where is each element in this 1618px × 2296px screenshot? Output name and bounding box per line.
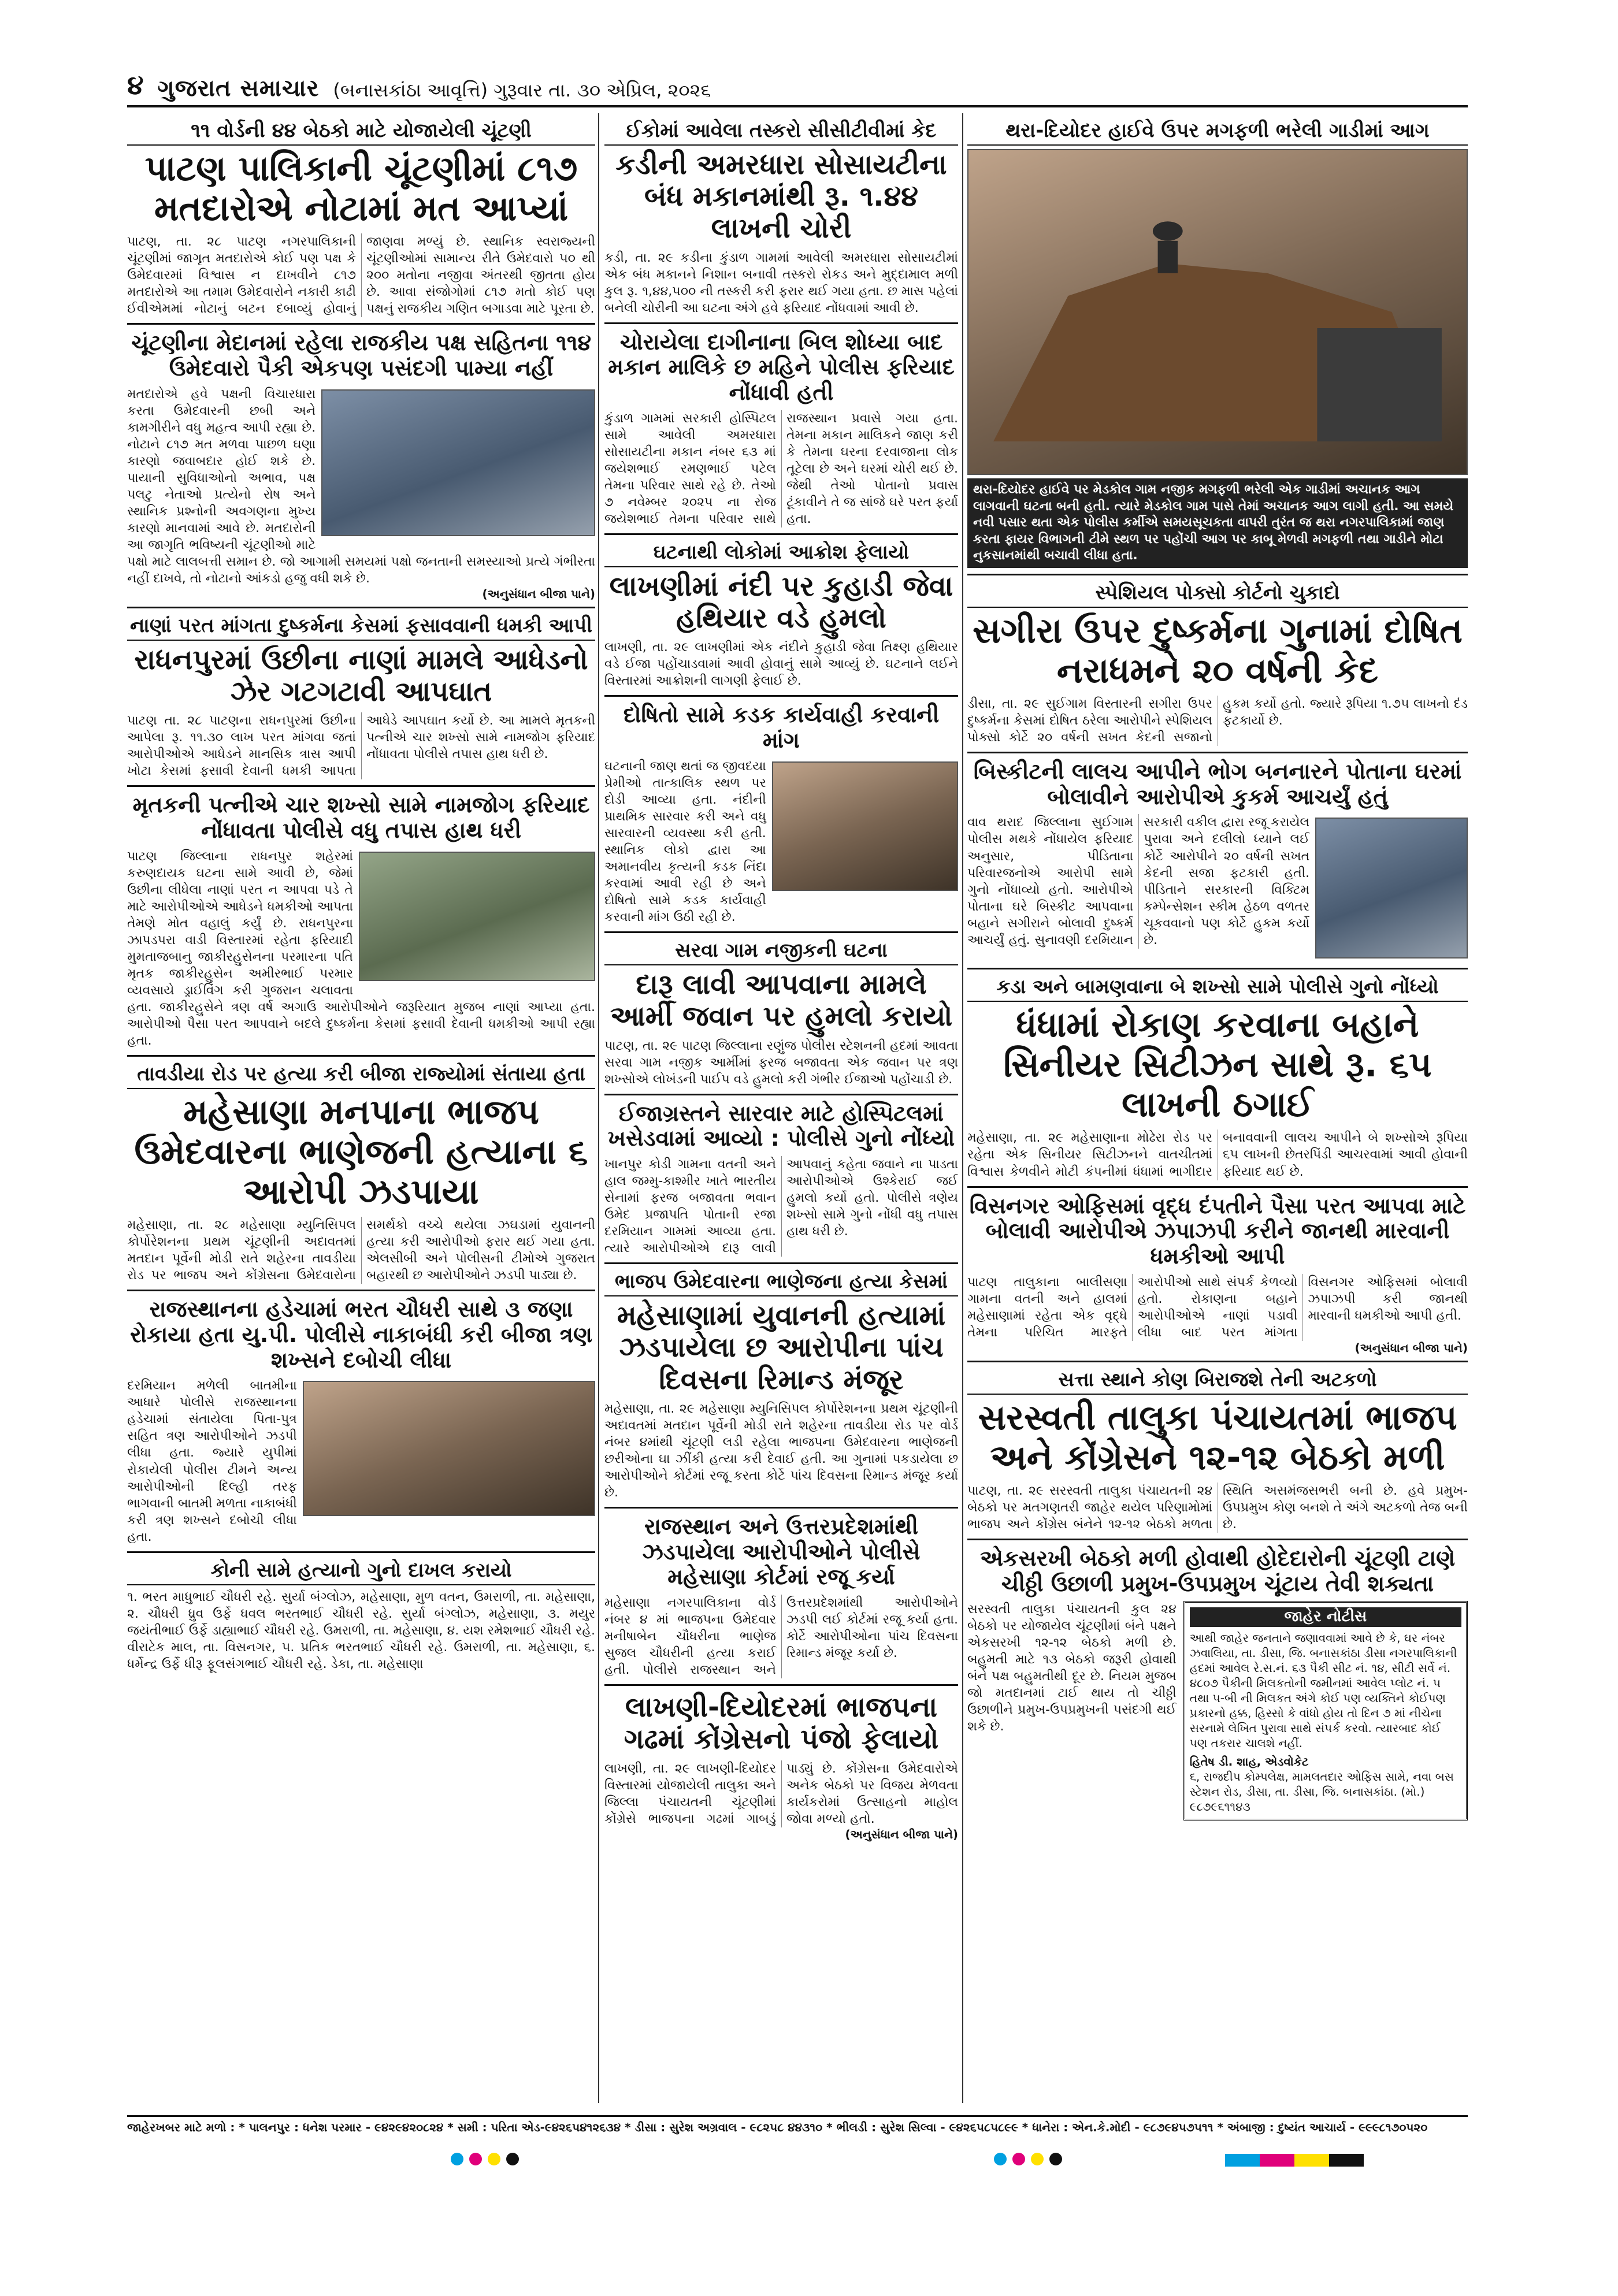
- story-body: પાટણ તાલુકાના બાલીસણા ગામના વતની અને હાલમાં મહેસાણામાં રહેતા એક વૃદ્ધે તેમના પરિચિત મારફતે આરોપીઓ સાથે સંપર્ક કેળવ્યો હતો. રોકાણના બહાને આરોપીઓએ નાણાં પડાવી લીધા બાદ પરત માંગતા વિસનગર ઓફિસમાં બોલાવી ઝપાઝપી કરી જાનથી મારવાની ધમકીઓ આપી હતી.: [967, 1275, 1468, 1340]
- column-rule: [962, 113, 963, 2103]
- continued-note: (અનુસંધાન બીજા પાને): [845, 1827, 958, 1841]
- column-left: [127, 113, 595, 2103]
- column-middle: [604, 113, 958, 2103]
- story-kicker: ભાજપ ઉમેદવારના ભાણેજના હત્યા કેસમાં: [604, 1268, 958, 1296]
- story-visnagar-threat: [967, 1188, 1468, 1362]
- reg-dot-cyan: [451, 2153, 463, 2165]
- story-body: વાવ થરાદ જિલ્લાના સુઈગામ પોલીસ મથકે નોંધાયેલ ફરિયાદ અનુસાર, પીડિતાના પરિવારજનોએ આરોપી સામે ગુનો નોંધાવ્યો હતો. આરોપીએ પોતાના ઘરે બિસ્કીટ આપવાના બહાને સગીરાને બોલાવી દુષ્કર્મ આચર્યું હતું. સુનાવણી દરમિયાન સરકારી વકીલ દ્વારા રજૂ કરાયેલ પુરાવા અને દલીલો ધ્યાને લઈ કોર્ટે આરોપીને ૨૦ વર્ષની સખત કેદની સજા ફટકારી હતી. પીડિતાને સરકારની વિક્ટિમ કમ્પેન્સેશન સ્કીમ હેઠળ વળતર ચૂકવવાનો પણ કોર્ટે હુકમ કર્યો છે.: [967, 815, 1310, 948]
- story-body: મહેસાણા, તા. ૨૯ મહેસાણા મ્યુનિસિપલ કોર્પોરેશનના પ્રથમ ચૂંટણીની અદાવતમાં મતદાન પૂર્વેની મોડી રાતે શહેરના તાવડીયા રોડ પર વોર્ડ નંબર ૪માંથી ચૂંટણી લડી રહેલા ભાજપના ઉમેદવારના ભાણેજની છરીઓના ઘા ઝીંકી હત્યા કરી દેવાઈ હતી. આ ગુનામાં પકડાયેલા છ આરોપીઓને કોર્ટમાં રજૂ કરતા કોર્ટે પાંચ દિવસના રિમાન્ડ મંજૂર કર્યા છે.: [604, 1401, 958, 1500]
- story-kicker: સ્પેશિયલ પોક્સો કોર્ટનો ચુકાદો: [967, 579, 1468, 608]
- story-headline: ઈજાગ્રસ્તને સારવાર માટે હોસ્પિટલમાં ખસેડવામાં આવ્યો : પોલીસે ગુનો નોંધ્યો: [607, 1100, 955, 1151]
- masthead: [127, 64, 1468, 107]
- story-headline: રાજસ્થાનના હડેચામાં ભરત ચૌધરી સાથે ૩ જણા રોકાયા હતા યુ.પી. પોલીસે નાકાબંધી કરી બીજા ત્રણ શખ્સને દબોચી લીધા: [129, 1296, 593, 1373]
- story-body: મહેસાણા, તા. ૨૯ મહેસાણાના મોઢેરા રોડ પર રહેતા એક સિનીયર સિટીઝનને વાતચીતમાં વિશ્વાસ કેળવીને મોટી કંપનીમાં ધંધામાં ભાગીદાર બનાવવાની લાલચ આપીને બે શખ્સોએ રૂપિયા ૬૫ લાખની છેતરપિંડી આચરવામાં આવી હોવાની ફરિયાદ થઈ છે.: [967, 1131, 1468, 1179]
- story-headline: રાધનપુરમાં ઉછીના નાણાં મામલે આધેડનો ઝેર ગટગટાવી આપઘાત: [134, 643, 588, 708]
- story-body: લાખણી, તા. ૨૯ લાખણીમાં એક નંદીને કુહાડી જેવા તિક્ષ્ણ હથિયાર વડે ઈજા પહોંચાડવામાં આવી હોવાનું સામે આવ્યું છે. ઘટનાને લઈને વિસ્તારમાં આક્રોશની લાગણી ફેલાઈ છે.: [604, 640, 958, 689]
- story-remand: [604, 1264, 958, 1509]
- story-body: કુંડાળ ગામમાં સરકારી હોસ્પિટલ સામે આવેલી અમરધારા સોસાયટીના મકાન નંબર ૬૩ માં જયેશભાઈ રમણભાઈ પટેલ તેમના પરિવાર સાથે રહે છે. તેઓ ૭ નવેમ્બર ૨૦૨૫ ના રોજ જયેશભાઈ તેમના પરિવાર સાથે રાજસ્થાન પ્રવાસે ગયા હતા. તેમના મકાન માલિકને જાણ કરી કે તેમના ઘરના દરવાજાના લોક તૂટેલા છે અને ઘરમાં ચોરી થઈ છે. જેથી તેઓ પોતાનો પ્રવાસ ટૂંકાવીને તે જ સાંજે ઘરે પરત ફર્યા હતા.: [604, 411, 958, 526]
- photo-illustration: [968, 150, 1467, 474]
- story-body: લાખણી, તા. ૨૯ લાખણી-દિયોદર વિસ્તારમાં યોજાયેલી તાલુકા અને જિલ્લા પંચાયતની ચૂંટણીમાં કોંગ્રેસે ભાજપના ગઢમાં ગાબડું પાડ્યું છે. કોંગ્રેસના ઉમેદવારોએ અનેક બેઠકો પર વિજય મેળવતા કાર્યકરોમાં ઉત્સાહનો માહોલ જોવા મળ્યો હતો.: [604, 1761, 958, 1826]
- story-kicker: તાવડીયા રોડ પર હત્યા કરી બીજા રાજ્યોમાં સંતાયા હતા: [127, 1060, 595, 1089]
- story-wife-complaint: [127, 787, 595, 1057]
- story-body: ઘટનાની જાણ થતાં જ જીવદયા પ્રેમીઓ તાત્કાલિક સ્થળ પર દોડી આવ્યા હતા. નંદીની પ્રાથમિક સારવાર કરી અને વધુ સારવારની વ્યવસ્થા કરી હતી. સ્થાનિક લોકો દ્વારા આ અમાનવીય કૃત્યની કડક નિંદા કરવામાં આવી રહી છે અને દોષિતો સામે કડક કાર્યવાહી કરવાની માંગ ઉઠી રહી છે.: [604, 759, 766, 925]
- story-body: મતદારોએ હવે પક્ષની વિચારધારા કરતા ઉમેદવારની છબી અને કામગીરીને વધુ મહત્વ આપી રહ્યા છે. નોટાને ૮૧૭ મત મળવા પાછળ ઘણા કારણો જવાબદાર હોઈ શકે છે. પાયાની સુવિધાઓનો અભાવ, પક્ષ પલટુ નેતાઓ પ્રત્યેનો રોષ અને સ્થાનિક પ્રશ્નોની અવગણના મુખ્ય કારણો માનવામાં આવે છે. મતદારોની આ જાગૃતિ ભવિષ્યની ચૂંટણીઓ માટે પક્ષો માટે લાલબત્તી સમાન છે. જો આગામી સમયમાં પક્ષો જનતાની સમસ્યાઓ પ્રત્યે ગંભીરતા નહીં દાખવે, તો નોટાનો આંકડો હજુ વધી શકે છે.: [127, 387, 595, 586]
- story-headline: રાજસ્થાન અને ઉત્તરપ્રદેશમાંથી ઝડપાયેલા આરોપીઓને પોલીસે મહેસાણા કોર્ટમાં રજૂ કર્યા: [642, 1513, 921, 1590]
- story-headline: મહેસાણામાં યુવાનની હત્યામાં ઝડપાયેલા છ આરોપીના પાંચ દિવસના રિમાન્ડ મંજૂર: [617, 1299, 946, 1396]
- notice-title: જાહેર નોટીસ: [1190, 1607, 1461, 1627]
- story-kicker: થરા-દિયોદર હાઈવે ઉપર મગફળી ભરેલી ગાડીમાં આગ: [967, 117, 1468, 146]
- color-bar-yellow: [1294, 2154, 1329, 2167]
- story-army-jawan-attack: [604, 933, 958, 1095]
- story-body: પાટણ, તા. ૨૯ પાટણ જિલ્લાના રણુંજ પોલીસ સ્ટેશનની હદમાં આવતા સરવા ગામ નજીક આર્મીમાં ફરજ બજાવતા એક જવાન પર ત્રણ શખ્સોએ લોખંડની પાઈપ વડે હુમલો કરી ગંભીર ઈજાઓ પહોંચાડી છે.: [604, 1038, 958, 1087]
- color-bar-magenta: [1260, 2154, 1294, 2167]
- story-lakhani-bull: [604, 535, 958, 697]
- story-headline: દોષિતો સામે કડક કાર્યવાહી કરવાની માંગ: [623, 702, 940, 753]
- story-biscuit-lure: [967, 753, 1468, 969]
- reg-dot-black: [1049, 2153, 1062, 2165]
- story-kicker: ઘટનાથી લોકોમાં આક્રોશ ફેલાયો: [604, 538, 958, 567]
- story-kicker: સત્તા સ્થાને કોણ બિરાજશે તેની અટકળો: [967, 1366, 1468, 1395]
- newspaper-page: [127, 64, 1468, 2167]
- story-mehsana-murder-arrest: [127, 1057, 595, 1291]
- photo-injured-bull: [772, 761, 958, 891]
- color-bar-black: [1329, 2154, 1364, 2167]
- column-right: [967, 113, 1468, 2103]
- page-number: ૪: [127, 69, 144, 101]
- continued-note: (અનુસંધાન બીજા પાને): [1354, 1340, 1468, 1355]
- story-strict-action: [604, 697, 958, 933]
- registration-marks: [451, 2153, 519, 2167]
- photo-poison-bottle: [359, 852, 595, 981]
- reg-dot-cyan: [994, 2153, 1007, 2165]
- story-jawan-hospital: [604, 1095, 958, 1265]
- notice-signature: હિતેષ ડી. શાહ, એડવોકેટ: [1189, 1754, 1309, 1769]
- story-nota-candidates: [127, 325, 595, 608]
- story-body: દરમિયાન મળેલી બાતમીના આધારે પોલીસે રાજસ્થાનના હડેચામાં સંતાયેલા પિતા-પુત્ર સહિત ત્રણ આરોપીઓને ઝડપી લીધા હતા. જ્યારે યુપીમાં રોકાયેલી પોલીસ ટીમને અન્ય આરોપીઓની દિલ્હી તરફ ભાગવાની બાતમી મળતા નાકાબંધી કરી ત્રણ શખ્સને દબોચી લીધા હતા.: [127, 1379, 297, 1544]
- story-body: ખાનપુર કોડી ગામના વતની અને હાલ જમ્મુ-કાશ્મીર ખાતે ભારતીય સેનામાં ફરજ બજાવતા ભવાન ઉમેદ પ્રજાપતિ પોતાની રજા દરમિયાન ગામમાં આવ્યા હતા. ત્યારે આરોપીઓએ દારૂ લાવી આપવાનું કહેતા જવાને ના પાડતા આરોપીઓએ ઉશ્કેરાઈ જઈ હુમલો કર્યો હતો. પોલીસે ત્રણેય શખ્સો સામે ગુનો નોંધી વધુ તપાસ હાથ ધરી છે.: [604, 1157, 958, 1256]
- color-bars: [1225, 2154, 1364, 2167]
- story-senior-fraud: [967, 969, 1468, 1187]
- public-notice: [1183, 1601, 1468, 1821]
- story-headline: મહેસાણા મનપાના ભાજપ ઉમેદવારના ભાણેજની હત્યાના ૬ આરોપી ઝડપાયા: [134, 1092, 588, 1213]
- story-kicker: કડા અને બામણવાના બે શખ્સો સામે પોલીસે ગુનો નોંધ્યો: [967, 973, 1468, 1002]
- notice-body: આથી જાહેર જનતાને જણાવવામાં આવે છે કે, ઘર નંબર ઝવાલિયા, તા. ડીસા, જિ. બનાસકાંઠા ડીસા નગરપાલિકાની હદમાં આવેલ રે.સ.નં. ૬૩ પૈકી સીટ નં. ૧૪, સીટી સર્વે નં. ૪૮૦૭ પૈકીની મિલકતોની જમીનમાં આવેલ પ્લોટ નં. ૫ તથા ૫-બી ની મિલકત અંગે કોઈ પણ વ્યક્તિને કોઈપણ પ્રકારનો હક્ક, હિસ્સો કે વાંધો હોય તો દિન ૭ માં નીચેના સરનામે લેખિત પુરાવા સાથે સંપર્ક કરવો. ત્યારબાદ કોઈ પણ તકરાર ચાલશે નહીં.: [1189, 1630, 1457, 1750]
- story-headline: લાખણી-દિયોદરમાં ભાજપના ગઢમાં કોંગ્રેસનો પંજો ફેલાયો: [624, 1691, 939, 1756]
- story-truck-fire: [967, 113, 1468, 575]
- story-saraswati-panchayat: [967, 1362, 1468, 1540]
- column-rule: [598, 113, 599, 2103]
- story-headline: સરસ્વતી તાલુકા પંચાયતમાં ભાજપ અને કોંગ્રેસને ૧૨-૧૨ બેઠકો મળી: [978, 1397, 1457, 1478]
- story-radhanpur-suicide: [127, 608, 595, 787]
- color-bar-cyan: [1225, 2154, 1260, 2167]
- notice-address: ૬, રાજદીપ કોમ્પલેક્ષ, મામલતદાર ઓફિસ સામે, નવા બસ સ્ટેશન રોડ, ડીસા, તા. ડીસા, જિ. બનાસકાંઠા. (મો.) ૯૮૭૯૬૧૧૪૩: [1189, 1769, 1454, 1814]
- story-rajasthan-up-arrest: [127, 1291, 595, 1552]
- story-kicker: ઈકોમાં આવેલા તસ્કરો સીસીટીવીમાં કેદ: [604, 117, 958, 146]
- edition-date: (બનાસકાંઠા આવૃત્તિ) ગુરૂવાર તા. ૩૦ એપ્રિલ, ૨૦૨૬: [333, 79, 711, 101]
- story-headline: એકસરખી બેઠકો મળી હોવાથી હોદેદારોની ચૂંટણી ટાણે ચીઠ્ઠી ઉછાળી પ્રમુખ-ઉપપ્રમુખ ચૂંટાય તેવી શક્યતા: [979, 1545, 1456, 1596]
- ad-contact-footer: જાહેરખબર માટે મળો : * પાલનપુર : ધનેશ પરમાર - ૯૪૨૯૪૨૦૮૨૪ * સમી : પરિતા એડ-૯૪૨૬૫૪૧૨૬૩૪ * ડીસા : સુરેશ અગ્રવાલ - ૯૮૨૫૮ ૪૪૩૧૦ * ભીલડી : સુરેશ સિલ્વા - ૯૪૨૬૫૮૫૮૯૯ * ધાનેરા : એન.કે.મોદી - ૯૮૭૯૪૫૭૫૧૧ * અંબાજી : દુષ્યંત આચાર્ય - ૯૯૯૮૧૭૦૫૨૦: [127, 2115, 1468, 2143]
- story-kicker: કોની સામે હત્યાનો ગુનો દાખલ કરાયો: [127, 1556, 595, 1585]
- photo-accused-group: [303, 1381, 595, 1516]
- photo-convict-portrait: [1315, 818, 1468, 958]
- story-body: ૧. ભરત માધુભાઈ ચૌધરી રહે. સુર્યા બંગ્લોઝ, મહેસાણા, મુળ વતન, ઉમરાળી, તા. મહેસાણા, ૨. ચૌધરી ધ્રુવ ઉર્ફે ધવલ ભરતભાઈ ચૌધરી રહે. સુર્યા બંગ્લોઝ, મહેસાણા, ૩. મયુર જયંતીભાઈ ઉર્ફે ડાહ્યાભાઈ ચૌધરી રહે. ઉમરાળી, તા. મહેસાણા, ૪. યશ રમેશભાઈ ચૌધરી રહે. વીરાટેક માલ, તા. વિસનગર, ૫. પ્રતિક ભરતભાઈ ચૌધરી રહે. ઉમરાળી, તા. મહેસાણા, ૬. ધર્મેન્દ્ર ઉર્ફે ધીરૂ ફૂલસંગભાઈ ચૌધરી રહે. ડેકા, તા. મહેસાણા: [127, 1589, 595, 1671]
- story-pocso-verdict: [967, 575, 1468, 753]
- story-kadi-theft: [604, 113, 958, 324]
- story-headline: ચૂંટણીના મેદાનમાં રહેલા રાજકીય પક્ષ સહિતના ૧૧૪ ઉમેદવારો પૈકી એકપણ પસંદગી પામ્યા નહીં: [131, 330, 592, 381]
- story-body: પાટણ, તા. ૨૮ પાટણ નગરપાલિકાની ચૂંટણીમાં જાગૃત મતદારોએ કોઈ પણ પક્ષ કે ઉમેદવારમાં વિશ્વાસ ન દાખવીને ૮૧૭ મતદારોએ આ તમામ ઉમેદવારોને નકારી કાઢી ઈવીએમમાં નોટાનું બટન દબાવ્યું હોવાનું જાણવા મળ્યું છે. સ્થાનિક સ્વરાજ્યની ચૂંટણીઓમાં સામાન્ય રીતે ઉમેદવારો ૫૦ થી ૨૦૦ મતોના નજીવા અંતરથી જીતતા હોય છે. આવા સંજોગોમાં ૮૧૭ મતો કોઈ પણ પક્ષનું રાજકીય ગણિત બગાડવા માટે પૂરતા છે.: [127, 235, 595, 317]
- story-headline: દારૂ લાવી આપવાના મામલે આર્મી જવાન પર હુમલો કરાયો: [610, 968, 953, 1033]
- reg-dot-magenta: [469, 2153, 482, 2165]
- story-headline: ધંધામાં રોકાણ કરવાના બહાને સિનીયર સિટીઝન સાથે રૂ. ૬૫ લાખની ઠગાઈ: [1003, 1005, 1432, 1125]
- story-court-produce: [604, 1509, 958, 1686]
- reg-dot-yellow: [1031, 2153, 1044, 2165]
- story-headline: ચોરાયેલા દાગીનાના બિલ શોધ્યા બાદ મકાન માલિકે છ મહિને પોલીસ ફરિયાદ નોંધાવી હતી: [608, 329, 955, 406]
- registration-marks: [994, 2153, 1062, 2167]
- reg-dot-magenta: [1012, 2153, 1025, 2165]
- photo-evm-counting: [321, 389, 595, 536]
- photo-groundnut-truck-fire: [967, 149, 1468, 475]
- story-body: પાટણ જિલ્લાના રાધનપુર શહેરમાં કરુણદાયક ઘટના સામે આવી છે, જેમાં ઉછીના લીધેલા નાણાં પરત ન આપવા પડે તે માટે આરોપીઓએ આધેડને ધમકીઓ આપતા તેમણે મોત વહાલું કર્યું છે. રાધનપુરના ઝાપડપરા વાડી વિસ્તારમાં રહેતા ફરિયાદી મુમતાજબાનુ જાકીરહુસેનના પરમારના પતિ મૃતક જાકીરહુસેન અમીરભાઈ પરમાર વ્યવસાયે ડ્રાઈવિંગ કરી ગુજરાન ચલાવતા હતા. જાકીરહુસેને ત્રણ વર્ષ અગાઉ આરોપીઓને જરૂરિયાત મુજબ નાણાં આપ્યા હતા. આરોપીઓ પૈસા પરત આપવાને બદલે દુષ્કર્મના કેસમાં ફસાવી દેવાની ધમકીઓ આપી રહ્યા હતા.: [127, 849, 595, 1049]
- story-lakhani-congress: [604, 1686, 958, 1847]
- story-accused-list: [127, 1553, 595, 1678]
- story-body: કડી, તા. ૨૯ કડીના કુંડાળ ગામમાં આવેલી અમરધારા સોસાયટીમાં એક બંધ મકાનને નિશાન બનાવી તસ્કરો રોકડ અને મુદ્દામાલ મળી કુલ રૂ. ૧,૪૪,૫૦૦ ની તસ્કરી કરી ફરાર થઈ ગયા હતા. છ માસ પહેલાં બનેલી ચોરીની આ ઘટના અંગે હવે ફરિયાદ નોંધવામાં આવી છે.: [604, 250, 958, 315]
- story-theft-complaint: [604, 324, 958, 535]
- story-body: પાટણ, તા. ૨૯ સરસ્વતી તાલુકા પંચાયતની ૨૪ બેઠકો પર મતગણતરી જાહેર થયેલ પરિણામોમાં ભાજપ અને કોંગ્રેસ બંનેને ૧૨-૧૨ બેઠકો મળતા સ્થિતિ અસમંજસભરી બની છે. હવે પ્રમુખ-ઉપપ્રમુખ કોણ બનશે તે અંગે અટકળો તેજ બની છે.: [967, 1483, 1468, 1532]
- story-body: સરસ્વતી તાલુકા પંચાયતની કુલ ૨૪ બેઠકો પર યોજાયેલ ચૂંટણીમાં બંને પક્ષને એકસરખી ૧૨-૧૨ બેઠકો મળી છે. બહુમતી માટે ૧૩ બેઠકો જરૂરી હોવાથી બંને પક્ષ બહુમતીથી દૂર છે. નિયમ મુજબ જો મતદાનમાં ટાઈ થાય તો ચીઠ્ઠી ઉછાળીને પ્રમુખ-ઉપપ્રમુખની પસંદગી થઈ શકે છે.: [967, 1602, 1177, 1734]
- story-body: પાટણ તા. ૨૮ પાટણના રાધનપુરમાં ઉછીના આપેલા રૂ. ૧૧.૩૦ લાખ પરત માંગવા જતાં આરોપીઓએ આધેડને માનસિક ત્રાસ આપી ખોટા કેસમાં ફસાવી દેવાની ધમકી આપતા આધેડે આપઘાત કર્યો છે. આ મામલે મૃતકની પત્નીએ ચાર શખ્સો સામે નામજોગ ફરિયાદ નોંધાવતા પોલીસે તપાસ હાથ ધરી છે.: [127, 714, 595, 779]
- story-headline: બિસ્કીટની લાલચ આપીને ભોગ બનનારને પોતાના ઘરમાં બોલાવીને આરોપીએ કુકર્મ આચર્યું હતું: [973, 759, 1462, 809]
- story-kicker: ૧૧ વોર્ડની ૪૪ બેઠકો માટે યોજાયેલી ચૂંટણી: [127, 117, 595, 146]
- reg-dot-black: [506, 2153, 519, 2165]
- story-lottery-chance: [967, 1540, 1468, 1826]
- story-body: મહેસાણા નગરપાલિકાના વોર્ડ નંબર ૪ માં ભાજપના ઉમેદવાર મનીષાબેન ચૌધરીના ભાણેજ સુજલ ચૌધરીની હત્યા કરાઈ હતી. પોલીસે રાજસ્થાન અને ઉત્તરપ્રદેશમાંથી આરોપીઓને ઝડપી લઈ કોર્ટમાં રજૂ કર્યા હતા. કોર્ટે આરોપીઓના પાંચ દિવસના રિમાન્ડ મંજૂર કર્યા છે.: [604, 1595, 958, 1678]
- story-kicker: નાણાં પરત માંગતા દુષ્કર્મના કેસમાં ફસાવવાની ધમકી આપી: [127, 612, 595, 641]
- story-body: ડીસા, તા. ૨૯ સુઈગામ વિસ્તારની સગીરા ઉપર દુષ્કર્મના કેસમાં દોષિત ઠરેલા આરોપીને સ્પેશિયલ પોક્સો કોર્ટે ૨૦ વર્ષની સખત કેદની સજાનો હુકમ કર્યો હતો. જ્યારે રૂપિયા ૧.૭૫ લાખનો દંડ ફટકાર્યો છે.: [967, 696, 1468, 745]
- brand-name: ગુજરાત સમાચાર: [157, 75, 320, 102]
- story-headline: સગીરા ઉપર દુષ્કર્મના ગુનામાં દોષિત નરાધમને ૨૦ વર્ષની કેદ: [973, 610, 1463, 691]
- story-headline: મૃતકની પત્નીએ ચાર શખ્સો સામે નામજોગ ફરિયાદ નોંધાવતા પોલીસે વધુ તપાસ હાથ ધરી: [132, 792, 590, 844]
- story-headline: વિસનગર ઓફિસમાં વૃદ્ધ દંપતીને પૈસા પરત આપવા માટે બોલાવી આરોપીએ ઝપાઝપી કરીને જાનથી મારવાની ધમકીઓ આપી: [969, 1192, 1466, 1269]
- continued-note: (અનુસંધાન બીજા પાને): [482, 586, 595, 601]
- story-patan-nota: [127, 113, 595, 325]
- story-body: મહેસાણા, તા. ૨૮ મહેસાણા મ્યુનિસિપલ કોર્પોરેશનના પ્રથમ ચૂંટણીની અદાવતમાં મતદાન પૂર્વેની મોડી રાતે શહેરના તાવડીયા રોડ પર ભાજપ અને કોંગ્રેસના ઉમેદવારોના સમર્થકો વચ્ચે થયેલા ઝઘડામાં યુવાનની હત્યા કરી આરોપીઓ ફરાર થઈ ગયા હતા. એલસીબી અને પોલીસની ટીમોએ ગુજરાત બહારથી છ આરોપીઓને ઝડપી પાડ્યા છે.: [127, 1218, 595, 1283]
- photo-caption: થરા-દિયોદર હાઈવે પર મેડકોલ ગામ નજીક મગફળી ભરેલી એક ગાડીમાં અચાનક આગ લાગવાની ઘટના બની હતી. ત્યારે મેડકોલ ગામ પાસે તેમાં અચાનક આગ લાગી હતી. આ સમયે નવી પસાર થતા એક પોલીસ કર્મીએ સમયસૂચકતા વાપરી તુરંત જ થરા નગરપાલિકામાં જાણ કરતા ફાયર વિભાગની ટીમે સ્થળ પર પહોંચી આગ પર કાબૂ મેળવી મગફળી તથા ગાડીને મોટા નુકસાનમાંથી બચાવી લીધા હતા.: [967, 478, 1468, 568]
- story-headline: પાટણ પાલિકાની ચૂંટણીમાં ૮૧૭ મતદારોએ નોટામાં મત આપ્યાં: [144, 148, 578, 229]
- story-headline: કડીની અમરધારા સોસાયટીના બંધ મકાનમાંથી રૂ. ૧.૪૪ લાખની ચોરી: [615, 148, 947, 245]
- story-kicker: સરવા ગામ નજીકની ઘટના: [604, 937, 958, 965]
- reg-dot-yellow: [488, 2153, 500, 2165]
- story-headline: લાખણીમાં નંદી પર કુહાડી જેવા હથિયાર વડે હુમલો: [609, 570, 953, 635]
